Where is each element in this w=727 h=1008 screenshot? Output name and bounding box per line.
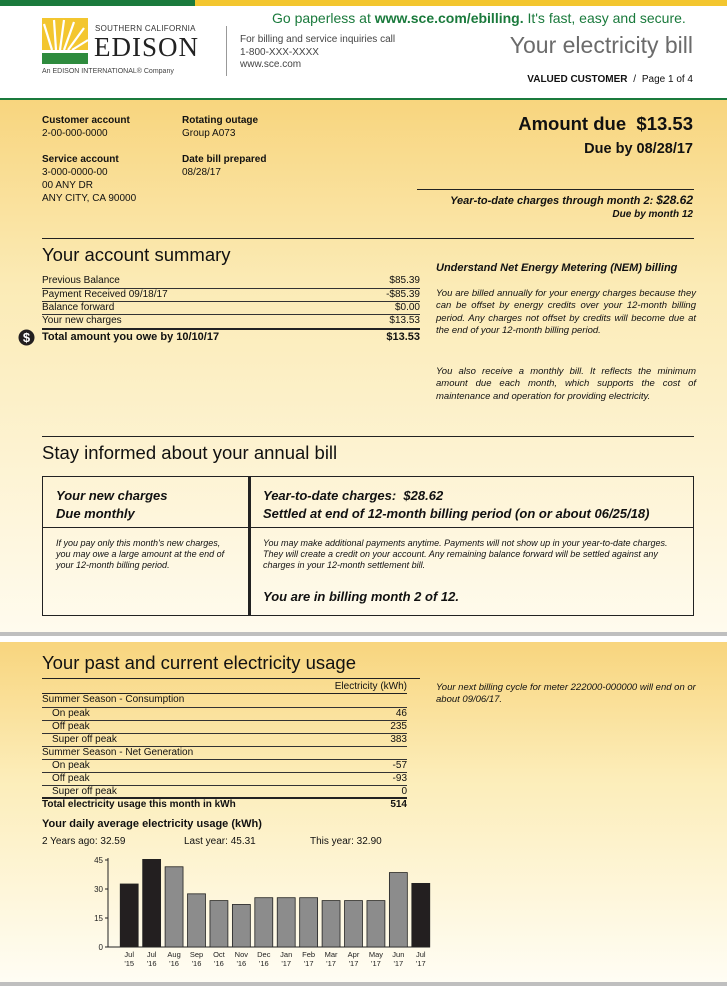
- x-tick-label-year: '16: [169, 959, 179, 968]
- summary-row-label: Your new charges: [42, 315, 122, 326]
- y-tick-label: 0: [98, 943, 103, 952]
- usage-title-rule: [42, 678, 420, 679]
- x-tick-label-year: '15: [124, 959, 135, 968]
- ytd-due: Due by month 12: [612, 209, 693, 220]
- x-tick-label-month: Jan: [280, 950, 293, 959]
- summary-total-value: $13.53: [386, 331, 420, 343]
- usage-total-row: [42, 799, 407, 812]
- settlement-heading: Settled at end of 12-month billing period (on or about 06/25/18): [263, 506, 650, 521]
- header-green-stripe: [0, 0, 195, 6]
- y-tick-label: 30: [94, 885, 103, 894]
- due-date: Due by 08/28/17: [584, 141, 693, 157]
- amount-due-label: Amount due: [518, 113, 627, 134]
- summary-total-rule: [42, 328, 420, 330]
- usage-group-label: Summer Season - Consumption: [42, 694, 185, 705]
- x-tick-label-month: Oct: [213, 950, 225, 959]
- amount-due: [518, 113, 693, 135]
- x-tick-label-year: '17: [371, 959, 381, 968]
- chart-bar: [322, 901, 340, 947]
- summary-row-value: $0.00: [394, 302, 420, 313]
- inquiry-label: For billing and service inquiries call: [240, 34, 396, 45]
- x-tick-label-year: '17: [348, 959, 359, 968]
- annual-top-rule: [42, 436, 694, 437]
- chart-bar: [255, 898, 273, 947]
- usage-total-value: 514: [390, 799, 407, 810]
- x-tick-label-month: Jun: [392, 950, 405, 959]
- page-separator: /: [633, 74, 637, 85]
- x-tick-label-month: Sep: [189, 950, 204, 959]
- due-monthly-heading: Due monthly: [56, 506, 135, 521]
- promo-post: It's fast, easy and secure.: [523, 10, 686, 26]
- logo-tagline: An EDISON INTERNATIONAL® Company: [42, 68, 174, 75]
- rotating-outage-value: Group A073: [182, 128, 236, 139]
- chart-bar: [120, 884, 138, 947]
- dollar-circle-icon: [18, 329, 35, 346]
- rotating-outage-label: Rotating outage: [182, 115, 259, 126]
- x-tick-label-month: Jul: [124, 950, 135, 959]
- usage-row-value: -93: [392, 773, 407, 784]
- billing-month-status: You are in billing month 2 of 12.: [263, 589, 459, 604]
- chart-bar: [300, 898, 318, 947]
- usage-row-label: Super off peak: [52, 734, 117, 745]
- x-tick-label-year: '17: [415, 959, 426, 968]
- nem-paragraph-2: You also receive a monthly bill. It reflects the minimum amount due each month, which supports the cost of maintenance and operation for providing electricity.: [436, 366, 696, 402]
- customer-page-line: [527, 74, 693, 85]
- usage-row-value: 383: [390, 734, 407, 745]
- chart-bar: [143, 859, 161, 947]
- usage-row: [42, 759, 407, 772]
- x-tick-label-year: '16: [258, 959, 269, 968]
- usage-row-value: 0: [401, 786, 407, 797]
- ytd-charges-heading: [263, 488, 443, 503]
- header-divider: [226, 26, 227, 76]
- usage-group-label: Summer Season - Net Generation: [42, 747, 194, 758]
- summary-row-value: $13.53: [389, 315, 420, 326]
- ytd-label: Year-to-date charges through month 2:: [450, 195, 654, 207]
- chart-bar: [412, 883, 430, 947]
- summary-row: [42, 301, 420, 314]
- inquiry-info: [240, 34, 395, 72]
- x-tick-label-year: '17: [326, 959, 336, 968]
- nem-title: Understand Net Energy Metering (NEM) billing: [436, 262, 678, 274]
- usage-row-label: Off peak: [52, 721, 90, 732]
- daily-usage-title: Your daily average electricity usage (kWh): [42, 818, 262, 830]
- usage-row-label: Super off peak: [52, 786, 117, 797]
- date-prepared-label: Date bill prepared: [182, 154, 267, 165]
- new-charges-heading: Your new charges: [56, 488, 168, 503]
- summary-total-row: [42, 331, 420, 346]
- usage-group-heading: [42, 694, 407, 707]
- x-tick-label-month: May: [368, 950, 384, 959]
- usage-row-label: On peak: [52, 708, 90, 719]
- page-separator-bar: [0, 632, 727, 636]
- chart-bar: [210, 901, 228, 947]
- usage-row: [42, 772, 407, 785]
- summary-row-label: Previous Balance: [42, 275, 120, 286]
- chart-bar: [188, 894, 206, 947]
- ytd-heading-value: $28.62: [403, 488, 444, 503]
- two-years-ago-stat: 2 Years ago: 32.59: [42, 836, 126, 847]
- x-tick-label-month: Mar: [324, 950, 338, 959]
- chart-bar: [277, 898, 295, 947]
- svg-text:$: $: [22, 330, 31, 345]
- last-year-stat: Last year: 45.31: [184, 836, 256, 847]
- x-tick-label-month: Feb: [302, 950, 316, 959]
- x-tick-label-year: '17: [281, 959, 292, 968]
- chart-bar: [389, 873, 407, 947]
- usage-row-label: Off peak: [52, 773, 90, 784]
- date-prepared-value: 08/28/17: [182, 167, 221, 178]
- x-tick-label-year: '17: [303, 959, 314, 968]
- logo-company-big: EDISON: [94, 32, 199, 62]
- header-yellow-stripe: [195, 0, 727, 6]
- promo-url[interactable]: www.sce.com/ebilling.: [374, 10, 524, 26]
- usage-row: [42, 733, 407, 746]
- company-logo: [42, 18, 202, 76]
- x-tick-label-month: Aug: [167, 950, 181, 959]
- usage-row-value: -57: [392, 760, 407, 771]
- summary-total-label: Total amount you owe by 10/10/17: [42, 331, 220, 343]
- usage-row: [42, 707, 407, 720]
- summary-row-value: $85.39: [389, 275, 420, 286]
- usage-row: [42, 720, 407, 733]
- nem-paragraph-1: You are billed annually for your energy charges because they can be offset by energy credits over your 12-month billing period. Any charges not offset by credits will become due at the end of your 12-month billing period.: [436, 288, 696, 336]
- inquiry-website[interactable]: www.sce.com: [240, 59, 302, 70]
- ytd-value: $28.62: [656, 193, 693, 207]
- bill-title: Your electricity bill: [509, 32, 693, 58]
- x-tick-label-month: Jul: [415, 950, 426, 959]
- daily-usage-chart: [60, 850, 440, 975]
- x-tick-label-month: Apr: [347, 950, 360, 959]
- service-account-label: Service account: [42, 154, 119, 165]
- amount-due-value: $13.53: [636, 113, 693, 134]
- promo-pre: Go paperless at: [272, 10, 375, 26]
- next-billing-note: Your next billing cycle for meter 222000-000000 will end on or about 09/06/17.: [436, 682, 696, 705]
- usage-row-value: 235: [390, 721, 407, 732]
- annual-box-divider: [248, 476, 251, 616]
- annual-box-hrule: [42, 527, 694, 528]
- page-bottom-bar: [0, 982, 727, 986]
- usage-title: Your past and current electricity usage: [42, 652, 356, 673]
- usage-total-label: Total electricity usage this month in kWh: [42, 799, 236, 810]
- new-charges-body: If you pay only this month's new charges, you may owe a large amount at the end of your 12-month billing period.: [56, 538, 225, 570]
- usage-row-label: On peak: [52, 760, 90, 771]
- chart-bar: [345, 901, 363, 947]
- summary-row-value: -$85.39: [386, 289, 420, 300]
- service-address-line1: 00 ANY DR: [42, 180, 93, 191]
- this-year-stat: This year: 32.90: [310, 836, 382, 847]
- summary-top-rule: [42, 238, 694, 239]
- usage-column-header: Electricity (kWh): [334, 681, 407, 692]
- summary-row: [42, 314, 420, 327]
- usage-row-value: 46: [395, 708, 407, 719]
- chart-bar: [165, 867, 183, 947]
- customer-account-value: 2-00-000-0000: [42, 128, 108, 139]
- x-tick-label-month: Jul: [146, 950, 157, 959]
- inquiry-phone: 1-800-XXX-XXXX: [240, 46, 319, 58]
- summary-row: [42, 288, 420, 301]
- chart-bar: [367, 901, 385, 947]
- x-tick-label-year: '17: [393, 959, 404, 968]
- y-tick-label: 45: [94, 856, 103, 865]
- ytd-charges: [450, 193, 693, 207]
- summary-title: Your account summary: [42, 244, 231, 265]
- paperless-promo: [272, 10, 686, 26]
- ytd-heading-label: Year-to-date charges:: [263, 488, 397, 503]
- x-tick-label-month: Nov: [234, 950, 249, 959]
- customer-account-label: Customer account: [42, 115, 130, 126]
- annual-title: Stay informed about your annual bill: [42, 442, 338, 463]
- service-account-value: 3-000-0000-00: [42, 167, 108, 178]
- y-tick-label: 15: [94, 914, 103, 923]
- x-tick-label-year: '16: [146, 959, 157, 968]
- x-tick-label-year: '16: [191, 959, 202, 968]
- customer-name: VALUED CUSTOMER: [527, 74, 628, 85]
- x-tick-label-year: '16: [236, 959, 247, 968]
- x-tick-label-month: Dec: [257, 950, 271, 959]
- summary-row: [42, 275, 420, 288]
- ytd-rule: [417, 189, 694, 190]
- logo-company-small: SOUTHERN CALIFORNIA: [95, 24, 196, 33]
- x-tick-label-year: '16: [214, 959, 224, 968]
- summary-row-label: Payment Received 09/18/17: [42, 289, 168, 300]
- chart-bar: [232, 904, 250, 947]
- sunburst-icon: [42, 18, 88, 64]
- payments-body: You may make additional payments anytime. Payments will not show up in your year-to-date charges. They will create a credit on your account. Any remaining balance forward will be settled against any charges in your 12-month settlement bill.: [263, 538, 668, 570]
- service-address-line2: ANY CITY, CA 90000: [42, 193, 137, 204]
- summary-row-label: Balance forward: [42, 302, 115, 313]
- usage-group-heading: [42, 746, 407, 759]
- page-label: Page 1 of 4: [641, 74, 693, 85]
